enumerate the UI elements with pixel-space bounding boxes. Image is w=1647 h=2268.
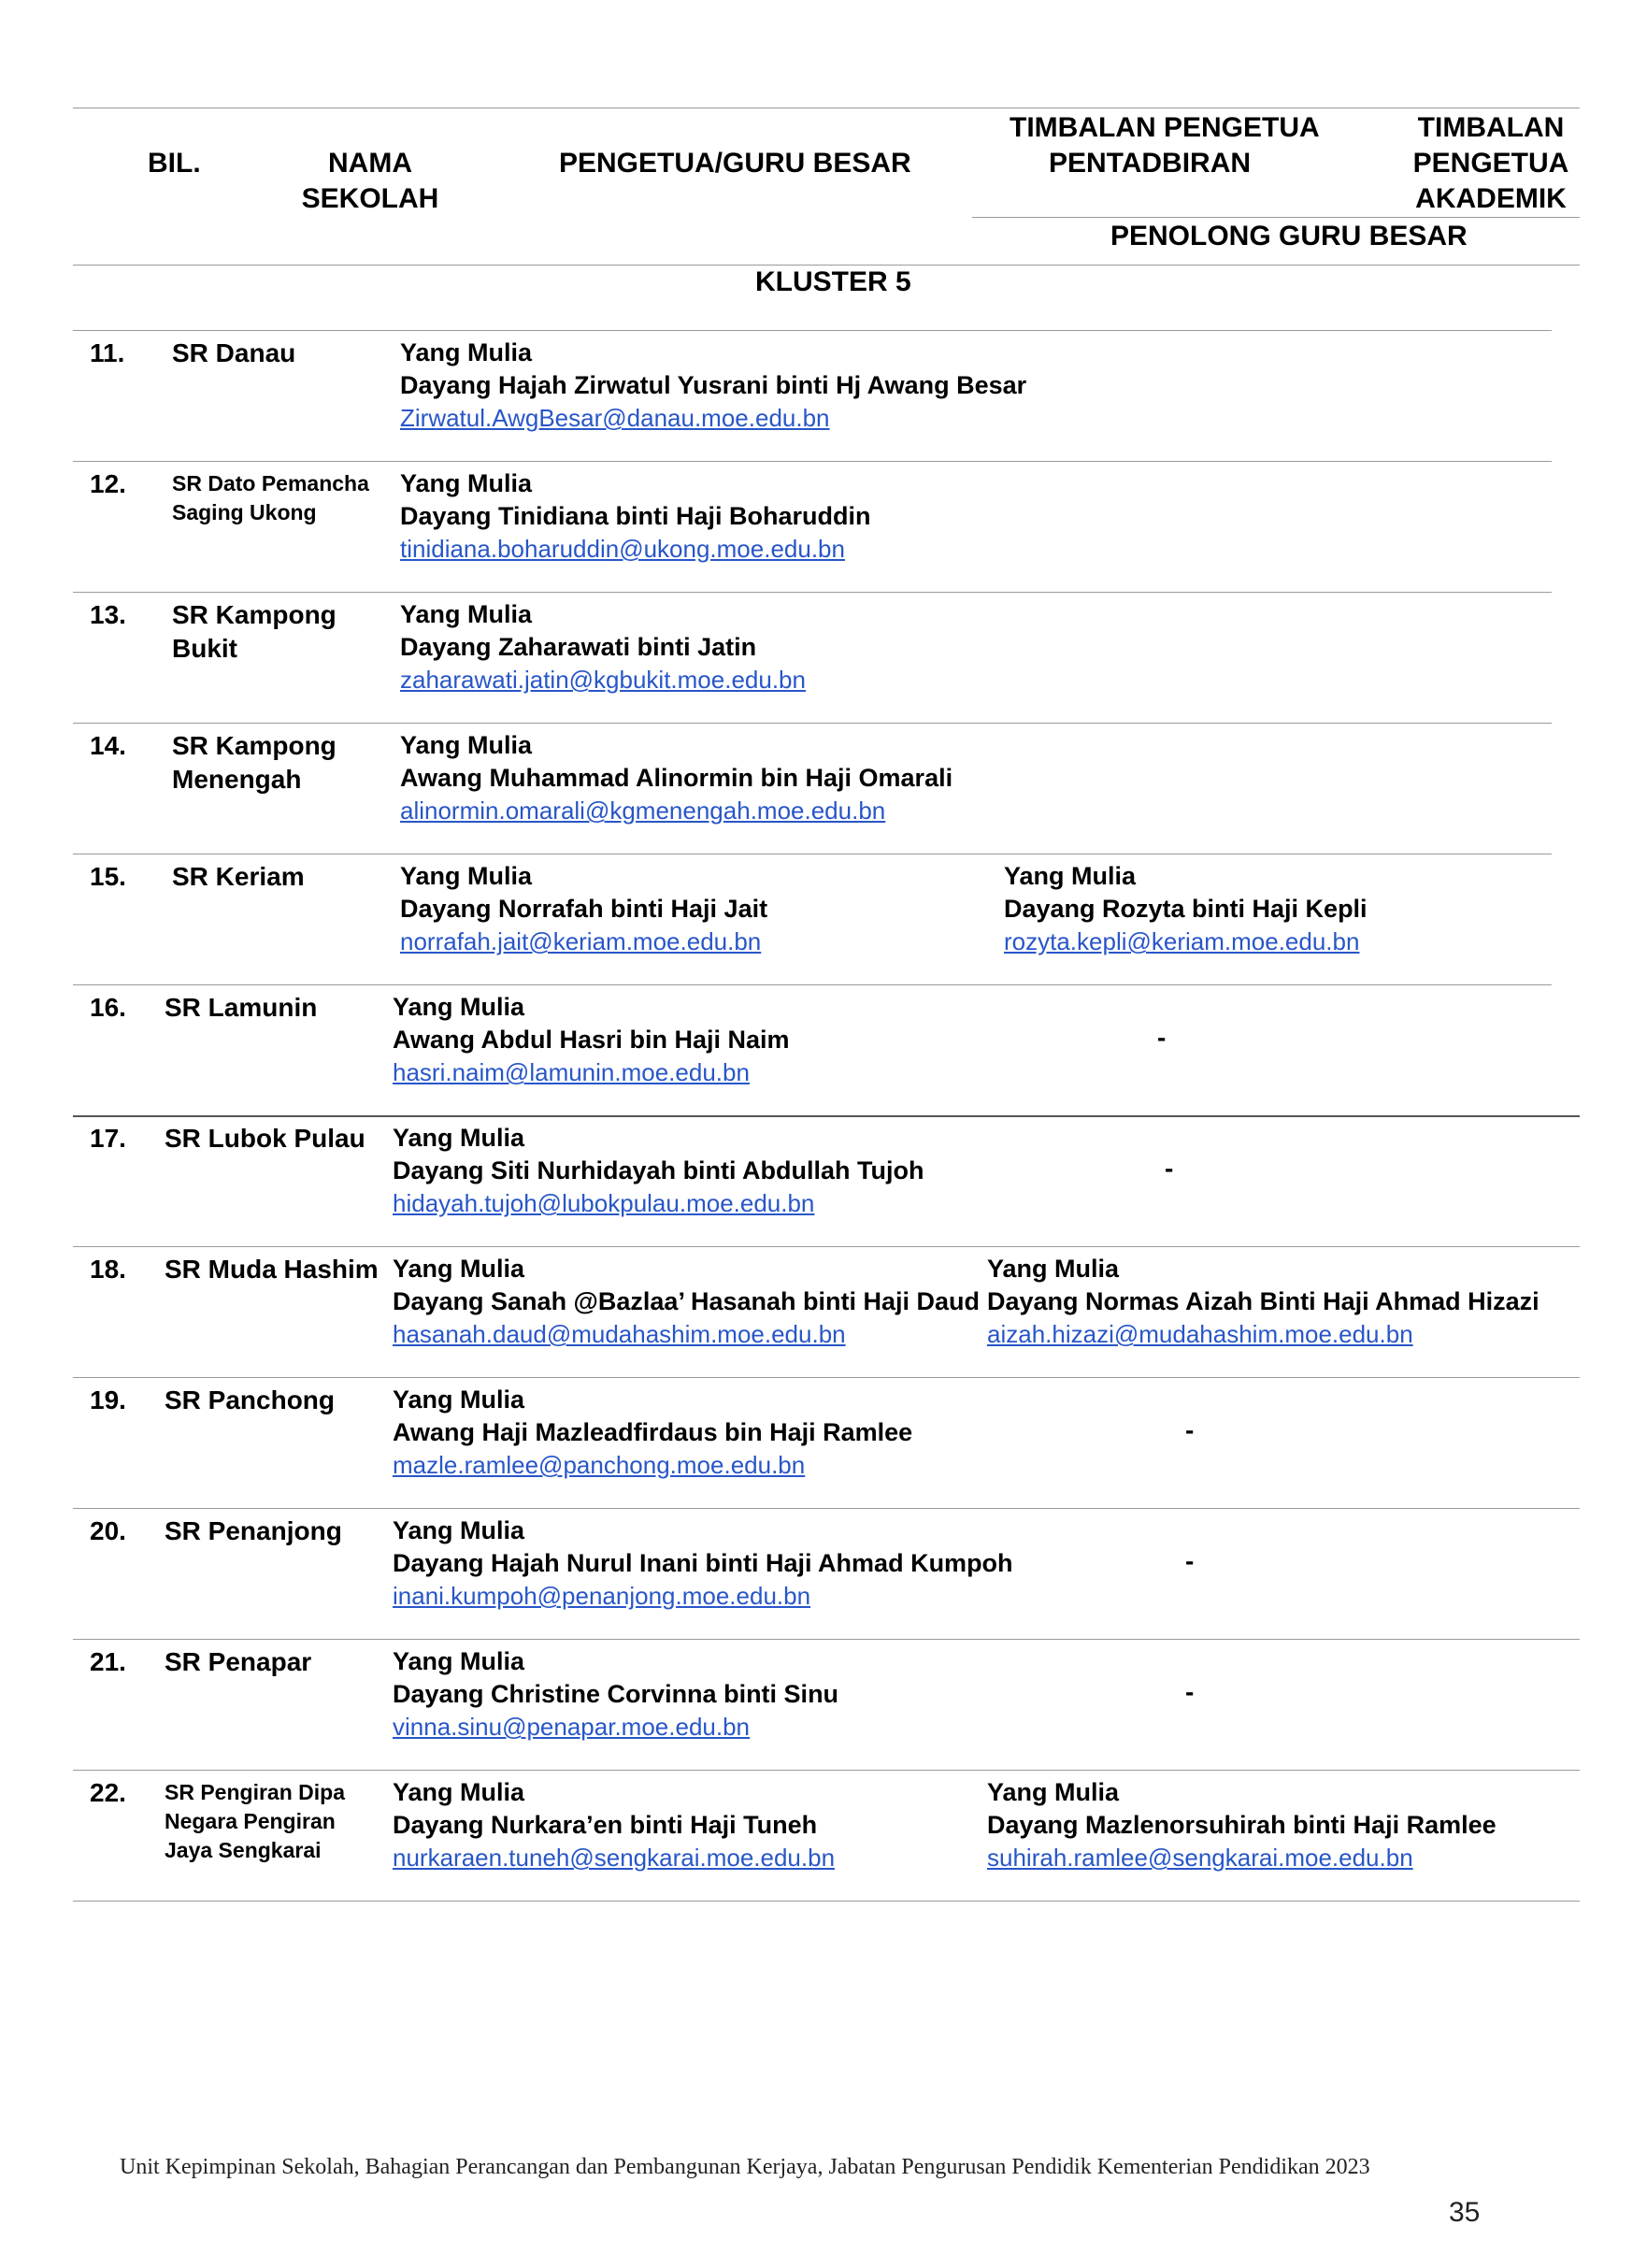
deputy-empty-dash: - xyxy=(1157,1023,1167,1052)
honorific: Yang Mulia xyxy=(400,862,533,890)
principal-entry xyxy=(393,1122,924,1220)
principal-entry xyxy=(400,467,871,566)
principal-entry xyxy=(393,1384,912,1482)
row-number: 11. xyxy=(90,338,125,367)
person-name: Awang Abdul Hasri bin Haji Naim xyxy=(393,1026,790,1054)
row-separator xyxy=(73,1115,1580,1117)
honorific: Yang Mulia xyxy=(400,338,533,366)
school-name xyxy=(165,991,380,1025)
email-link[interactable]: inani.kumpoh@penanjong.moe.edu.bn xyxy=(393,1582,811,1610)
honorific: Yang Mulia xyxy=(393,1647,525,1675)
school-name-line: SR Danau xyxy=(172,338,296,367)
row-number: 14. xyxy=(90,731,126,760)
person-name: Dayang Normas Aizah Binti Haji Ahmad Hizazi xyxy=(987,1287,1540,1315)
school-name-line: SR Kampong xyxy=(172,600,337,629)
email-link[interactable]: alinormin.omarali@kgmenengah.moe.edu.bn xyxy=(400,797,886,825)
email-link[interactable]: nurkaraen.tuneh@sengkarai.moe.edu.bn xyxy=(393,1844,836,1872)
person-name: Dayang Christine Corvinna binti Sinu xyxy=(393,1680,839,1708)
row-separator xyxy=(73,984,1552,985)
school-name xyxy=(165,1645,380,1679)
school-name-line: SR Pengiran Dipa xyxy=(165,1780,345,1804)
email-link[interactable]: tinidiana.boharuddin@ukong.moe.edu.bn xyxy=(400,535,845,563)
deputy-entry xyxy=(987,1776,1497,1874)
col-header-penolong: PENOLONG GURU BESAR xyxy=(1110,221,1468,251)
footer-text: Unit Kepimpinan Sekolah, Bahagian Perancangan dan Pembangunan Kerjaya, Jabatan Pengurusan Pendidik Kementerian Pendidikan 2023 xyxy=(120,2155,1370,2179)
row-separator xyxy=(73,1901,1580,1902)
school-name xyxy=(165,1514,380,1548)
col-header-pengetua: PENGETUA/GURU BESAR xyxy=(559,148,911,179)
row-number: 21. xyxy=(90,1647,126,1676)
honorific: Yang Mulia xyxy=(987,1255,1120,1283)
email-link[interactable]: aizah.hizazi@mudahashim.moe.edu.bn xyxy=(987,1320,1413,1348)
email-link[interactable]: vinna.sinu@penapar.moe.edu.bn xyxy=(393,1713,751,1741)
row-number: 17. xyxy=(90,1124,126,1153)
deputy-empty-dash: - xyxy=(1185,1677,1195,1706)
honorific: Yang Mulia xyxy=(393,1124,525,1152)
person-name: Dayang Rozyta binti Haji Kepli xyxy=(1004,895,1368,923)
kluster-heading: KLUSTER 5 xyxy=(755,266,911,297)
col-header-nama-sekolah: NAMA SEKOLAH xyxy=(301,148,439,214)
school-name xyxy=(172,469,387,527)
school-name xyxy=(172,860,387,894)
honorific: Yang Mulia xyxy=(987,1778,1120,1806)
deputy-empty-dash: - xyxy=(1185,1415,1195,1444)
row-separator xyxy=(73,1639,1580,1640)
row-separator xyxy=(73,1770,1580,1771)
honorific: Yang Mulia xyxy=(393,1385,525,1414)
col-header-timbalan-pentadbiran: TIMBALAN PENGETUA PENTADBIRAN xyxy=(1010,112,1320,179)
email-link[interactable]: rozyta.kepli@keriam.moe.edu.bn xyxy=(1004,927,1360,955)
person-name: Dayang Siti Nurhidayah binti Abdullah Tujoh xyxy=(393,1156,924,1184)
honorific: Yang Mulia xyxy=(393,993,525,1021)
row-number: 20. xyxy=(90,1516,126,1545)
email-link[interactable]: norrafah.jait@keriam.moe.edu.bn xyxy=(400,927,762,955)
school-name xyxy=(172,598,387,666)
honorific: Yang Mulia xyxy=(393,1778,525,1806)
person-name: Awang Haji Mazleadfirdaus bin Haji Ramlee xyxy=(393,1418,913,1446)
principal-entry xyxy=(393,1776,835,1874)
row-separator xyxy=(73,1377,1580,1378)
row-number: 13. xyxy=(90,600,126,629)
principal-entry xyxy=(393,1645,838,1744)
kluster-rule xyxy=(73,330,1552,331)
principal-entry xyxy=(400,860,767,958)
deputy-empty-dash: - xyxy=(1185,1546,1195,1575)
principal-entry xyxy=(393,1514,1013,1613)
deputy-entry xyxy=(1004,860,1368,958)
school-name-line: Jaya Sengkarai xyxy=(165,1838,322,1862)
school-name-line: SR Lubok Pulau xyxy=(165,1124,365,1153)
deputy-empty-dash: - xyxy=(1165,1154,1174,1183)
school-name-line: Saging Ukong xyxy=(172,500,317,524)
email-link[interactable]: hasanah.daud@mudahashim.moe.edu.bn xyxy=(393,1320,846,1348)
principal-entry xyxy=(393,1253,980,1351)
row-number: 18. xyxy=(90,1255,126,1284)
person-name: Dayang Norrafah binti Haji Jait xyxy=(400,895,768,923)
person-name: Dayang Tinidiana binti Haji Boharuddin xyxy=(400,502,871,530)
honorific: Yang Mulia xyxy=(400,731,533,759)
principal-entry xyxy=(400,337,1026,435)
person-name: Dayang Mazlenorsuhirah binti Haji Ramlee xyxy=(987,1811,1497,1839)
school-name xyxy=(165,1253,380,1286)
honorific: Yang Mulia xyxy=(393,1516,525,1544)
person-name: Dayang Zaharawati binti Jatin xyxy=(400,633,757,661)
school-name-line: Bukit xyxy=(172,634,237,663)
row-separator xyxy=(73,1508,1580,1509)
row-number: 15. xyxy=(90,862,126,891)
person-name: Dayang Sanah @Bazlaa’ Hasanah binti Haji Daud xyxy=(393,1287,981,1315)
person-name: Dayang Hajah Nurul Inani binti Haji Ahmad Kumpoh xyxy=(393,1549,1013,1577)
person-name: Awang Muhammad Alinormin bin Haji Omarali xyxy=(400,764,953,792)
principal-entry xyxy=(400,598,806,696)
school-name-line: SR Penanjong xyxy=(165,1516,342,1545)
deputy-entry xyxy=(987,1253,1540,1351)
header-split-rule xyxy=(972,217,1580,218)
honorific: Yang Mulia xyxy=(400,600,533,628)
school-name-line: SR Keriam xyxy=(172,862,305,891)
col-header-bil: BIL. xyxy=(148,148,201,179)
school-name-line: SR Panchong xyxy=(165,1385,336,1414)
email-link[interactable]: hasri.naim@lamunin.moe.edu.bn xyxy=(393,1058,750,1086)
person-name: Dayang Hajah Zirwatul Yusrani binti Hj Awang Besar xyxy=(400,371,1027,399)
school-name-line: Negara Pengiran xyxy=(165,1809,336,1833)
email-link[interactable]: suhirah.ramlee@sengkarai.moe.edu.bn xyxy=(987,1844,1413,1872)
school-name xyxy=(165,1778,380,1865)
row-separator xyxy=(73,592,1552,593)
school-name-line: SR Lamunin xyxy=(165,993,318,1022)
email-link[interactable]: Zirwatul.AwgBesar@danau.moe.edu.bn xyxy=(400,404,830,432)
school-name-line: SR Kampong xyxy=(172,731,337,760)
school-name xyxy=(165,1384,380,1417)
honorific: Yang Mulia xyxy=(1004,862,1137,890)
header-bottom-rule xyxy=(73,265,1580,266)
school-name xyxy=(165,1122,380,1156)
email-link[interactable]: mazle.ramlee@panchong.moe.edu.bn xyxy=(393,1451,806,1479)
honorific: Yang Mulia xyxy=(393,1255,525,1283)
email-link[interactable]: hidayah.tujoh@lubokpulau.moe.edu.bn xyxy=(393,1189,815,1217)
row-separator xyxy=(73,461,1552,462)
principal-entry xyxy=(400,729,952,827)
row-separator xyxy=(73,1246,1580,1247)
principal-entry xyxy=(393,991,790,1089)
school-name-line: SR Dato Pemancha xyxy=(172,471,369,495)
col-header-timbalan-akademik: TIMBALAN PENGETUA AKADEMIK xyxy=(1412,112,1569,214)
school-name-line: SR Penapar xyxy=(165,1647,312,1676)
school-name-line: SR Muda Hashim xyxy=(165,1255,379,1284)
honorific: Yang Mulia xyxy=(400,469,533,497)
row-separator xyxy=(73,723,1552,724)
row-number: 12. xyxy=(90,469,126,498)
email-link[interactable]: zaharawati.jatin@kgbukit.moe.edu.bn xyxy=(400,666,806,694)
row-number: 22. xyxy=(90,1778,126,1807)
person-name: Dayang Nurkara’en binti Haji Tuneh xyxy=(393,1811,818,1839)
school-name xyxy=(172,729,387,797)
school-name-line: Menengah xyxy=(172,765,302,794)
page-number: 35 xyxy=(1449,2197,1481,2228)
row-number: 19. xyxy=(90,1385,126,1414)
row-number: 16. xyxy=(90,993,126,1022)
school-name xyxy=(172,337,387,370)
